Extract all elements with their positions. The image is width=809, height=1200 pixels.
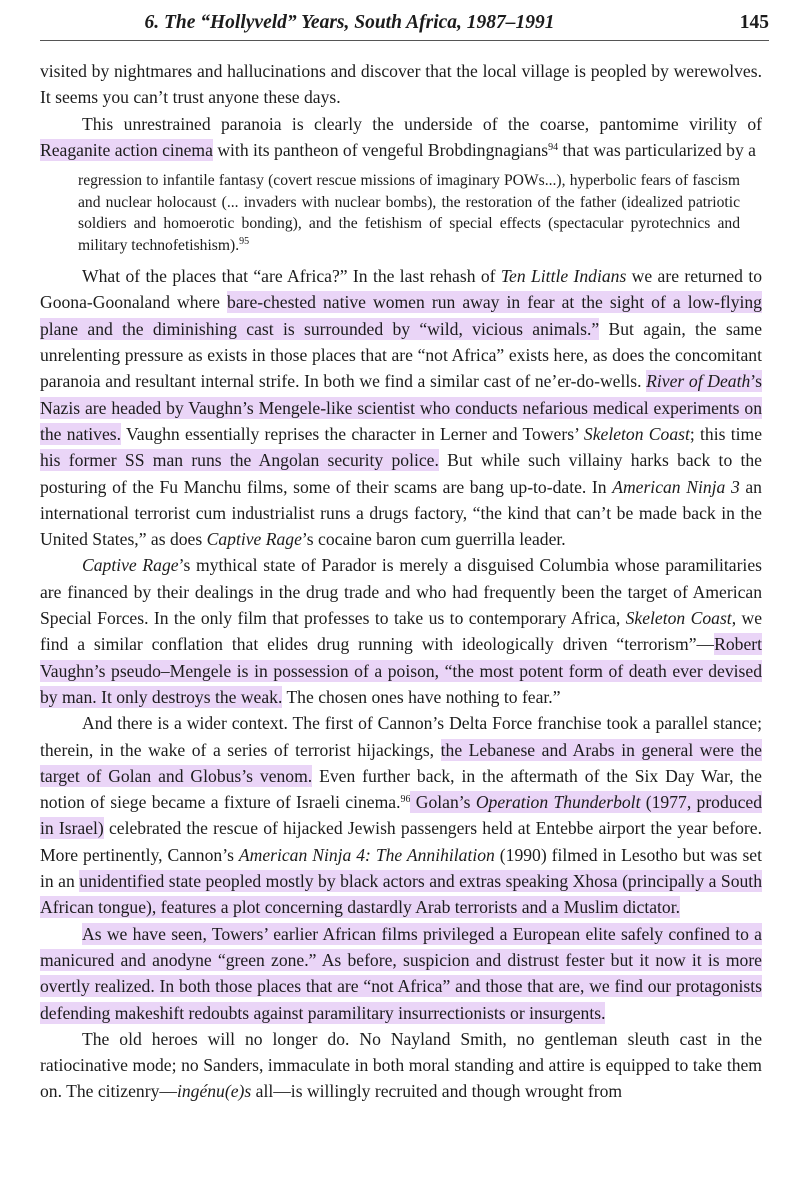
film-title: Skeleton Coast: [625, 608, 732, 629]
running-head: 6. The “Hollyveld” Years, South Africa, 1987–1991: [144, 12, 555, 33]
text-run: with its pantheon of vengeful Brobdingnagians: [212, 139, 549, 160]
paragraph-5: [40, 710, 762, 920]
paragraph-3: [40, 263, 762, 552]
paragraph-4: [40, 552, 762, 710]
footnote-ref: 94: [548, 141, 559, 153]
text-run: But again, the same unrelenting pressure as exists in those places that are “not Africa” exists here, as does the concomitant paranoia and resultant internal strife. In both we find a similar cast of ne’er-do-wells.: [40, 318, 763, 392]
text-run: ; this time: [689, 423, 762, 444]
highlight: As we have seen, Towers’ earlier African films privileged a European elite safely confined to a manicured and anodyne “green zone.” As before, suspicion and distrust fester but it now it is more overtly realized. In both those places that are “not Africa” and those that are, we find our protagonists defending makeshift redoubts against paramilitary insurrectionists or insurgents.: [40, 923, 762, 1023]
highlight: Reaganite action cinema: [40, 139, 213, 160]
text-run: Vaughn essentially reprises the character in Lerner and Towers’: [121, 423, 584, 444]
emphasis: ingénu(e)s: [176, 1081, 252, 1102]
film-title: American Ninja 3: [612, 476, 740, 497]
text-run: that was particularized by a: [558, 139, 756, 160]
film-title: American Ninja 4: The Annihilation: [238, 844, 495, 865]
paragraph-6: [40, 921, 762, 1026]
quote-text: regression to infantile fantasy (covert rescue missions of imaginary POWs...), hyperbolic fears of fascism and nuclear holocaust (... invaders with nuclear bombs), the restoration of the father (idealized patriotic soldiers and homoerotic bonding), and the fetishism of special effects (spectacular pyrotechnics and military technofetishism).: [78, 172, 740, 254]
page-header: [40, 10, 769, 41]
text-run: The old heroes will no longer do. No Nayland Smith, no gentleman sleuth cast in the ratiocinative mode; no Sanders, immaculate in both moral standing and attire is equipped to take them on. The citizenry—: [40, 1028, 762, 1102]
film-title: Skeleton Coast: [583, 423, 690, 444]
text-run: all—is willingly recruited and though wrought from: [251, 1081, 623, 1102]
text-run: ’s mythical state of Parador is merely a disguised Columbia whose paramilitaries are financed by their dealings in the drug trade and who had frequently been the target of American Special Forces. In the only film that professes to take us to contemporary Africa,: [40, 555, 762, 629]
text-run: (1977, produced in Israel): [40, 792, 762, 839]
text-run: But while such villainy harks back to the posturing of the Fu Manchu films, some of their scams are bang up-to-date. In: [40, 450, 762, 497]
paragraph-7: [40, 1026, 762, 1105]
text-run: an international terrorist cum industrialist runs a drugs factory, “the kind that can’t be made back in the United States,” as does: [40, 476, 762, 550]
highlight: bare-chested native women run away in fear at the sight of a low-flying plane and the diminishing cast is surrounded by “wild, vicious animals.”: [40, 292, 762, 339]
footnote-ref: 96: [400, 794, 411, 806]
text-run: visited by nightmares and hallucinations and discover that the local village is peopled by werewolves. It seems you can’t trust anyone these days.: [40, 61, 762, 108]
highlight: his former SS man runs the Angolan security police.: [40, 450, 439, 471]
text-run: ’s cocaine baron cum guerrilla leader.: [301, 529, 566, 550]
text-run: , we find a similar conflation that elides drug running with ideologically driven “terrorism”—: [40, 608, 762, 655]
film-title: Captive Rage: [82, 555, 179, 576]
highlight: Robert Vaughn’s pseudo–Mengele is in possession of a poison, “the most potent form of death ever devised by man. It only destroys the weak.: [40, 634, 762, 707]
film-title: River of Death: [646, 371, 751, 392]
block-quote: [78, 170, 740, 256]
text-run: Even further back, in the aftermath of the Six Day War, the notion of siege became a fixture of Israeli cinema.: [40, 765, 762, 813]
film-title: Captive Rage: [206, 529, 302, 550]
highlight: the Lebanese and Arabs in general were the target of Golan and Globus’s venom.: [40, 739, 762, 786]
text-run: ’s Nazis are headed by Vaughn’s Mengele-like scientist who conducts nefarious medical experiments on the natives.: [40, 371, 763, 444]
text-run: (1990) filmed in Lesotho but was set in an: [40, 844, 763, 892]
text-run: What of the places that “are Africa?” In the last rehash of: [82, 266, 501, 287]
text-run: Golan’s: [410, 792, 476, 813]
highlight: unidentified state peopled mostly by black actors and extras speaking Xhosa (principally a South African tongue), features a plot concerning dastardly Arab terrorists and a Muslim dictator.: [40, 871, 762, 918]
text-run: we are returned to Goona-Goonaland where: [40, 266, 763, 313]
paragraph-1: [40, 58, 762, 111]
page-number: 145: [739, 12, 769, 33]
body-text: [40, 58, 762, 1105]
film-title: Ten Little Indians: [500, 266, 627, 287]
paragraph-2: [40, 111, 762, 164]
text-run: This unrestrained paranoia is clearly the underside of the coarse, pantomime virility of: [82, 113, 762, 134]
text-run: And there is a wider context. The first of Cannon’s Delta Force franchise took a parallel stance; therein, in the wake of a series of terrorist hijackings,: [40, 713, 762, 760]
footnote-ref: 95: [239, 235, 250, 247]
film-title: Operation Thunderbolt: [475, 792, 641, 813]
text-run: celebrated the rescue of hijacked Jewish passengers held at Entebbe airport the year before. More pertinently, Cannon’s: [40, 818, 762, 865]
text-run: The chosen ones have nothing to fear.”: [282, 686, 561, 707]
